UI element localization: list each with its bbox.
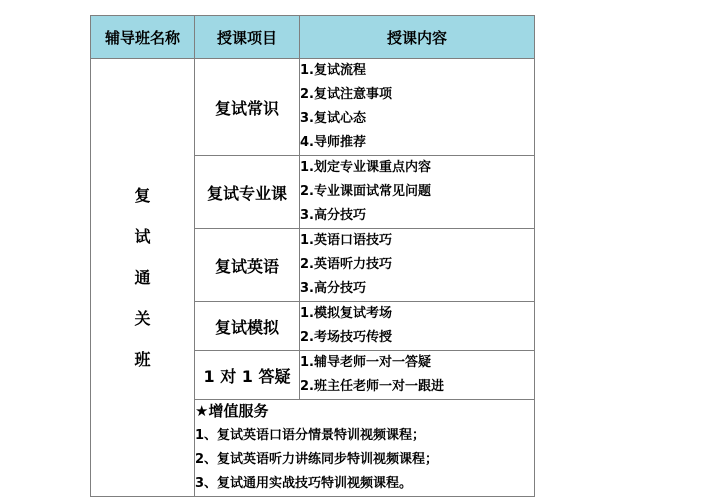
value-added-item: 3、复试通用实战技巧特训视频课程。: [195, 476, 413, 491]
content-line: 2.专业课面试常见问题: [300, 184, 431, 199]
content-line: 2.英语听力技巧: [300, 257, 392, 272]
course-item: 复试英语: [195, 229, 300, 302]
value-added-title: ★增值服务: [195, 402, 269, 420]
value-added-item: 2、复试英语听力讲练同步特训视频课程；: [195, 452, 439, 467]
value-added-item: 1、复试英语口语分情景特训视频课程；: [195, 428, 426, 443]
content-line: 1.复试流程: [300, 63, 366, 78]
value-added-cell: [195, 400, 535, 497]
header-course-content: 授课内容: [300, 16, 535, 59]
content-line: 2.复试注意事项: [300, 87, 392, 102]
course-item: 复试专业课: [195, 156, 300, 229]
course-item: 复试常识: [195, 59, 300, 156]
table-header-row: [91, 16, 535, 59]
course-item: 复试模拟: [195, 302, 300, 351]
header-course-item: 授课项目: [195, 16, 300, 59]
course-table: [90, 15, 535, 497]
course-content: [300, 59, 535, 156]
content-line: 2.班主任老师一对一跟进: [300, 379, 444, 394]
content-line: 3.高分技巧: [300, 208, 366, 223]
content-line: 1.模拟复试考场: [300, 306, 392, 321]
course-content: [300, 351, 535, 400]
class-name-char: 班: [134, 350, 151, 369]
course-item: 1 对 1 答疑: [195, 351, 300, 400]
course-content: [300, 229, 535, 302]
content-line: 4.导师推荐: [300, 135, 366, 150]
class-name-cell: [91, 59, 195, 497]
content-line: 1.划定专业课重点内容: [300, 160, 431, 175]
class-name-char: 关: [134, 309, 151, 328]
course-content: [300, 156, 535, 229]
content-line: 1.辅导老师一对一答疑: [300, 355, 431, 370]
class-name-char: 试: [134, 227, 151, 246]
header-class-name: 辅导班名称: [91, 16, 195, 59]
content-line: 2.考场技巧传授: [300, 330, 392, 345]
course-content: [300, 302, 535, 351]
content-line: 3.复试心态: [300, 111, 366, 126]
class-name-char: 通: [134, 268, 151, 287]
table-row: [91, 59, 535, 156]
content-line: 1.英语口语技巧: [300, 233, 392, 248]
class-name-char: 复: [134, 186, 151, 205]
content-line: 3.高分技巧: [300, 281, 366, 296]
